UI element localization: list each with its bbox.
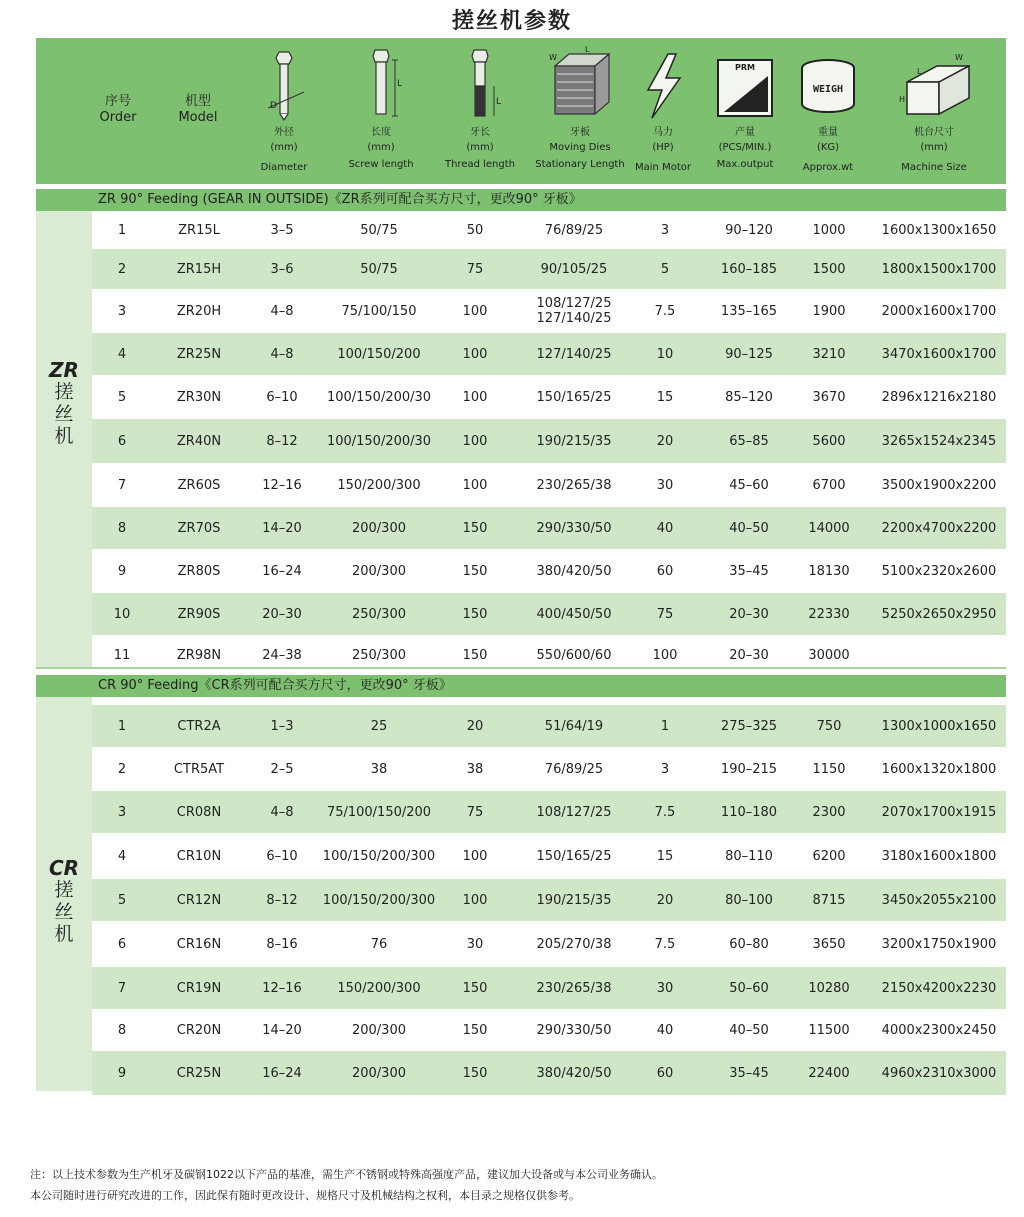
order-cell: 11: [113, 647, 131, 663]
screw-length-cell: 100/150/200/30: [326, 389, 432, 405]
machine-size-cell: 3180x1600x1800: [881, 848, 997, 864]
output-cell: 35–45: [729, 563, 769, 579]
dies-cell: 230/265/38: [536, 980, 612, 996]
model-cell: CR25N: [176, 1065, 222, 1081]
machine-size-cell: 4000x2300x2450: [881, 1022, 997, 1038]
order-cell: 6: [117, 433, 127, 449]
output-cell: 90–120: [725, 222, 773, 238]
svg-text:H: H: [899, 95, 906, 104]
diameter-cell: 4–8: [270, 346, 294, 362]
table-row: [92, 967, 1006, 1009]
diameter-cell: 16–24: [262, 563, 302, 579]
model-cell: ZR40N: [176, 433, 222, 449]
diameter-cell: 3–6: [270, 261, 294, 277]
model-header-cn: 机型: [184, 94, 211, 109]
machine-size-cell: [866, 635, 1012, 675]
machine-size-cell: 5100x2320x2600: [881, 563, 997, 579]
dies-cell: 230/265/38: [536, 477, 612, 493]
thread-length-cell: 100: [462, 389, 488, 405]
zr-section-title: ZR 90° Feeding (GEAR IN OUTSIDE)《ZR系列可配合买方尺寸，更改90° 牙板》: [98, 192, 582, 207]
dies-header: [534, 38, 626, 184]
dies-cell: 290/330/50: [536, 1022, 612, 1038]
output-cell: 80–110: [725, 848, 773, 864]
model-cell: ZR30N: [176, 389, 222, 405]
dies-cell: 108/127/25: [536, 804, 612, 820]
screw-length-cell: 100/150/200: [337, 346, 421, 362]
machine-size-cell: 3450x2055x2100: [881, 892, 997, 908]
model-cell: CR12N: [176, 892, 222, 908]
weight-cell: 6200: [812, 848, 846, 864]
order-cell: 2: [117, 261, 127, 277]
diameter-cell: 20–30: [262, 606, 302, 622]
dies-cell: 51/64/19: [544, 718, 604, 734]
diameter-cell: 16–24: [262, 1065, 302, 1081]
thread-length-cell: 150: [462, 563, 488, 579]
thread-length-cell: 150: [462, 520, 488, 536]
weight-cell: 2300: [812, 804, 846, 820]
output-cell: 275–325: [720, 718, 778, 734]
dies-cell: 190/215/35: [536, 433, 612, 449]
order-cell: 2: [117, 761, 127, 777]
thread-length-cell: 100: [462, 892, 488, 908]
output-cell: 60–80: [729, 936, 769, 952]
table-row: [92, 791, 1006, 833]
hp-en: Main Motor: [635, 162, 691, 173]
diameter-header: [248, 38, 320, 184]
thread-length-cell: 150: [462, 1065, 488, 1081]
output-cell: 20–30: [729, 606, 769, 622]
table-row: [92, 249, 1006, 289]
thread-length-unit: (mm): [466, 142, 494, 153]
hp-cell: 30: [656, 477, 674, 493]
model-cell: ZR98N: [176, 647, 222, 663]
diameter-en: Diameter: [260, 162, 308, 173]
table-row: [92, 507, 1006, 549]
weight-cell: 22400: [808, 1065, 850, 1081]
dies-cell: 290/330/50: [536, 520, 612, 536]
order-cell: 8: [117, 520, 127, 536]
dies-cell: 150/165/25: [536, 848, 612, 864]
machine-size-cell: 3265x1524x2345: [881, 433, 997, 449]
diameter-cell: 14–20: [262, 520, 302, 536]
weight-icon: [794, 46, 862, 126]
svg-text:L: L: [917, 67, 922, 76]
model-cell: CR08N: [176, 804, 222, 820]
hp-cell: 5: [660, 261, 670, 277]
hp-cell: 100: [652, 647, 678, 663]
dies-cell: 205/270/38: [536, 936, 612, 952]
weight-cell: 14000: [808, 520, 850, 536]
thread-length-cell: 75: [466, 261, 484, 277]
hp-cell: 7.5: [654, 804, 676, 820]
weight-cell: 5600: [812, 433, 846, 449]
weight-cn: 重量: [818, 127, 838, 138]
diameter-cn: 外径: [274, 127, 294, 138]
hp-cell: 60: [656, 563, 674, 579]
hp-cell: 60: [656, 1065, 674, 1081]
page-title: 搓丝机参数: [451, 9, 572, 34]
table-row: [92, 635, 1006, 675]
order-header: [88, 94, 148, 126]
zr-section-bar: [36, 189, 1006, 211]
order-cell: 4: [117, 346, 127, 362]
hp-cell: 40: [656, 1022, 674, 1038]
screw-length-cell: 250/300: [351, 647, 406, 663]
machine-size-header: [886, 38, 982, 184]
output-cell: 90–125: [725, 346, 773, 362]
order-cell: 5: [117, 892, 127, 908]
model-cell: CTR2A: [177, 718, 221, 734]
order-cell: 6: [117, 936, 127, 952]
die-plate-icon: [534, 46, 626, 126]
svg-text:L: L: [397, 79, 403, 89]
screw-length-cell: 50/75: [360, 261, 398, 277]
machine-size-cell: 1300x1000x1650: [881, 718, 997, 734]
thread-length-cell: 100: [462, 433, 488, 449]
output-cell: 40–50: [729, 1022, 769, 1038]
machine-size-cell: 5250x2650x2950: [881, 606, 997, 622]
screw-length-icon: [336, 46, 426, 126]
output-cell: 65–85: [729, 433, 769, 449]
table-row: [92, 747, 1006, 791]
weight-cell: 1000: [812, 222, 846, 238]
weight-cell: 1150: [812, 761, 846, 777]
table-row: [92, 1009, 1006, 1051]
output-unit: (PCS/MIN.): [718, 142, 772, 153]
screw-length-cell: 100/150/200/30: [326, 433, 432, 449]
thread-length-cell: 150: [462, 1022, 488, 1038]
table-row: [92, 549, 1006, 593]
order-cell: 3: [117, 303, 127, 319]
model-cell: ZR25N: [176, 346, 222, 362]
weight-cell: 10280: [808, 980, 850, 996]
weight-cell: 8715: [812, 892, 846, 908]
dies-unit: Moving Dies: [549, 142, 611, 153]
order-header-en: Order: [99, 110, 137, 125]
weight-en: Approx.wt: [802, 162, 854, 173]
table-row: [92, 211, 1006, 249]
model-cell: CR19N: [176, 980, 222, 996]
screw-length-cell: 150/200/300: [337, 477, 421, 493]
hp-cell: 30: [656, 980, 674, 996]
weight-header: [794, 38, 862, 184]
weight-cell: 3670: [812, 389, 846, 405]
hp-cell: 7.5: [654, 303, 676, 319]
screw-length-cell: 200/300: [351, 520, 406, 536]
zr-side-label: ZR 搓 丝 机: [36, 211, 92, 667]
diameter-cell: 8–12: [266, 433, 298, 449]
screw-length-cell: 50/75: [360, 222, 398, 238]
machine-size-cell: 3500x1900x2200: [881, 477, 997, 493]
output-cell: 20–30: [729, 647, 769, 663]
diameter-unit: (mm): [270, 142, 298, 153]
order-cell: 9: [117, 1065, 127, 1081]
output-cell: 40–50: [729, 520, 769, 536]
model-cell: CTR5AT: [173, 761, 225, 777]
thread-length-cell: 75: [466, 804, 484, 820]
screw-length-cell: 100/150/200/300: [322, 892, 436, 908]
dies-cell: 76/89/25: [544, 222, 604, 238]
model-cell: CR20N: [176, 1022, 222, 1038]
diameter-cell: 12–16: [262, 477, 302, 493]
output-cell: 45–60: [729, 477, 769, 493]
table-row: [92, 463, 1006, 507]
diameter-cell: 12–16: [262, 980, 302, 996]
model-header-en: Model: [178, 110, 218, 125]
zr-table-body: [92, 211, 1006, 675]
hp-cell: 20: [656, 892, 674, 908]
hp-cell: 40: [656, 520, 674, 536]
order-cell: 3: [117, 804, 127, 820]
dies-cell: 108/127/25 127/140/25: [536, 296, 612, 326]
screw-length-cell: 25: [370, 718, 388, 734]
cr-table-body: [92, 705, 1006, 1095]
model-cell: CR10N: [176, 848, 222, 864]
screw-length-header: [336, 38, 426, 184]
svg-text:D: D: [270, 101, 277, 111]
table-row: [92, 593, 1006, 635]
model-cell: ZR90S: [177, 606, 221, 622]
note-line-2: 本公司随时进行研究改进的工作，因此保有随时更改设计、规格尺寸及机械结构之权利，本目录之规格仅供参考。: [30, 1189, 580, 1202]
dies-cell: 190/215/35: [536, 892, 612, 908]
hp-cell: 15: [656, 848, 674, 864]
thread-length-cell: 100: [462, 848, 488, 864]
screw-length-cell: 200/300: [351, 563, 406, 579]
machine-size-cell: 2896x1216x2180: [881, 389, 997, 405]
screw-length-unit: (mm): [367, 142, 395, 153]
table-row: [92, 879, 1006, 921]
machine-size-en: Machine Size: [901, 162, 967, 173]
table-row: [92, 705, 1006, 747]
diameter-cell: 24–38: [262, 647, 302, 663]
note-line-1: 注：以上技术参数为生产机牙及碳钢1022以下产品的基准，需生产不锈钢或特殊高强度产品，建议加大设备或与本公司业务确认。: [30, 1168, 663, 1181]
screw-length-cell: 38: [370, 761, 388, 777]
svg-text:WEIGH: WEIGH: [812, 84, 844, 95]
thread-length-en: Thread length: [444, 159, 516, 170]
order-cell: 5: [117, 389, 127, 405]
table-row: [92, 921, 1006, 967]
hp-cn: 马力: [653, 127, 673, 138]
table-row: [92, 289, 1006, 333]
diameter-cell: 3–5: [270, 222, 294, 238]
diameter-cell: 6–10: [266, 389, 298, 405]
weight-cell: 30000: [808, 647, 850, 663]
thread-length-icon: [438, 46, 522, 126]
cr-side-label: CR 搓 丝 机: [36, 697, 92, 1091]
order-cell: 7: [117, 477, 127, 493]
output-cell: 50–60: [729, 980, 769, 996]
thread-length-cell: 150: [462, 980, 488, 996]
machine-size-cell: 3200x1750x1900: [881, 936, 997, 952]
screw-length-cell: 75/100/150: [341, 303, 417, 319]
machine-size-unit: (mm): [920, 142, 948, 153]
order-cell: 1: [117, 718, 127, 734]
dies-cn: 牙板: [570, 127, 590, 138]
thread-length-header: [438, 38, 522, 184]
weight-cell: 18130: [808, 563, 850, 579]
output-cell: 35–45: [729, 1065, 769, 1081]
machine-size-cell: 4960x2310x3000: [881, 1065, 997, 1081]
dies-cell: 150/165/25: [536, 389, 612, 405]
output-cell: 85–120: [725, 389, 773, 405]
machine-box-icon: [886, 46, 982, 126]
order-cell: 7: [117, 980, 127, 996]
order-cell: 8: [117, 1022, 127, 1038]
weight-cell: 1500: [812, 261, 846, 277]
model-cell: ZR80S: [177, 563, 221, 579]
thread-length-cell: 20: [466, 718, 484, 734]
hp-cell: 20: [656, 433, 674, 449]
weight-cell: 6700: [812, 477, 846, 493]
model-cell: ZR60S: [177, 477, 221, 493]
table-row: [92, 1051, 1006, 1095]
dies-cell: 76/89/25: [544, 761, 604, 777]
machine-size-cell: 3470x1600x1700: [881, 346, 997, 362]
dies-cell: 550/600/60: [536, 647, 612, 663]
screw-length-cell: 75/100/150/200: [326, 804, 432, 820]
cr-side-latin: CR: [48, 856, 80, 880]
weight-cell: 11500: [808, 1022, 850, 1038]
output-cell: 110–180: [720, 804, 778, 820]
model-cell: ZR15H: [176, 261, 222, 277]
table-header: [36, 38, 1006, 184]
thread-length-cell: 30: [466, 936, 484, 952]
screw-length-cell: 200/300: [351, 1065, 406, 1081]
thread-length-cell: 100: [462, 346, 488, 362]
screw-length-cell: 200/300: [351, 1022, 406, 1038]
dies-cell: 90/105/25: [540, 261, 608, 277]
section-divider: [36, 667, 1006, 669]
thread-length-cell: 150: [462, 647, 488, 663]
machine-size-cell: 1800x1500x1700: [881, 261, 997, 277]
cr-section-bar: [36, 675, 1006, 697]
order-header-cn: 序号: [104, 94, 131, 109]
order-cell: 4: [117, 848, 127, 864]
screw-length-en: Screw length: [348, 159, 414, 170]
machine-size-cn: 机台尺寸: [914, 127, 954, 138]
hp-cell: 1: [660, 718, 670, 734]
hp-unit: (HP): [652, 142, 674, 153]
output-header: [708, 38, 782, 184]
machine-size-cell: 2150x4200x2230: [881, 980, 997, 996]
screw-length-cell: 150/200/300: [337, 980, 421, 996]
diameter-cell: 14–20: [262, 1022, 302, 1038]
output-cn: 产量: [735, 127, 755, 138]
machine-size-cell: 2000x1600x1700: [881, 303, 997, 319]
model-header: [168, 94, 228, 126]
table-row: [92, 375, 1006, 419]
weight-cell: 3210: [812, 346, 846, 362]
weight-cell: 22330: [808, 606, 850, 622]
model-cell: CR16N: [176, 936, 222, 952]
svg-text:W: W: [549, 53, 557, 62]
thread-length-cn: 牙长: [470, 127, 490, 138]
dies-en: Stationary Length: [535, 159, 625, 170]
svg-text:L: L: [496, 97, 502, 107]
zr-side-latin: ZR: [49, 358, 79, 382]
weight-cell: 3650: [812, 936, 846, 952]
model-cell: ZR70S: [177, 520, 221, 536]
diameter-cell: 2–5: [270, 761, 294, 777]
output-cell: 135–165: [720, 303, 778, 319]
weight-cell: 750: [816, 718, 842, 734]
thread-length-cell: 150: [462, 606, 488, 622]
thread-length-cell: 100: [462, 303, 488, 319]
diameter-cell: 6–10: [266, 848, 298, 864]
table-row: [92, 333, 1006, 375]
cr-section-title: CR 90° Feeding《CR系列可配合买方尺寸，更改90° 牙板》: [98, 678, 452, 693]
order-cell: 10: [113, 606, 131, 622]
screw-length-cell: 76: [370, 936, 388, 952]
output-cell: 80–100: [725, 892, 773, 908]
machine-size-cell: 2200x4700x2200: [881, 520, 997, 536]
hp-header: [634, 38, 692, 184]
diameter-cell: 4–8: [270, 804, 294, 820]
table-row: [92, 419, 1006, 463]
machine-size-cell: 2070x1700x1915: [881, 804, 997, 820]
thread-length-cell: 50: [466, 222, 484, 238]
diameter-cell: 8–12: [266, 892, 298, 908]
output-cell: 160–185: [720, 261, 778, 277]
machine-size-cell: 1600x1300x1650: [881, 222, 997, 238]
dies-cell: 380/420/50: [536, 1065, 612, 1081]
svg-text:PRM: PRM: [735, 63, 755, 72]
hp-cell: 3: [660, 222, 670, 238]
machine-size-cell: 1600x1320x1800: [881, 761, 997, 777]
bolt-diameter-icon: [248, 46, 320, 126]
thread-length-cell: 38: [466, 761, 484, 777]
hp-cell: 3: [660, 761, 670, 777]
hp-cell: 15: [656, 389, 674, 405]
output-en: Max.output: [716, 159, 774, 170]
weight-cell: 1900: [812, 303, 846, 319]
output-chart-icon: [708, 46, 782, 126]
screw-length-cell: 100/150/200/300: [322, 848, 436, 864]
table-row: [92, 833, 1006, 879]
thread-length-cell: 100: [462, 477, 488, 493]
model-cell: ZR20H: [176, 303, 222, 319]
svg-text:L: L: [585, 46, 590, 54]
diameter-cell: 8–16: [266, 936, 298, 952]
dies-cell: 380/420/50: [536, 563, 612, 579]
hp-cell: 7.5: [654, 936, 676, 952]
hp-cell: 10: [656, 346, 674, 362]
dies-cell: 400/450/50: [536, 606, 612, 622]
svg-text:W: W: [955, 53, 963, 62]
screw-length-cn: 长度: [371, 127, 391, 138]
model-cell: ZR15L: [178, 222, 220, 238]
hp-cell: 75: [656, 606, 674, 622]
dies-cell: 127/140/25: [536, 346, 612, 362]
order-cell: 1: [117, 222, 127, 238]
screw-length-cell: 250/300: [351, 606, 406, 622]
lightning-icon: [634, 46, 692, 126]
output-cell: 190–215: [720, 761, 778, 777]
weight-unit: (KG): [816, 142, 840, 153]
diameter-cell: 4–8: [270, 303, 294, 319]
diameter-cell: 1–3: [270, 718, 294, 734]
order-cell: 9: [117, 563, 127, 579]
